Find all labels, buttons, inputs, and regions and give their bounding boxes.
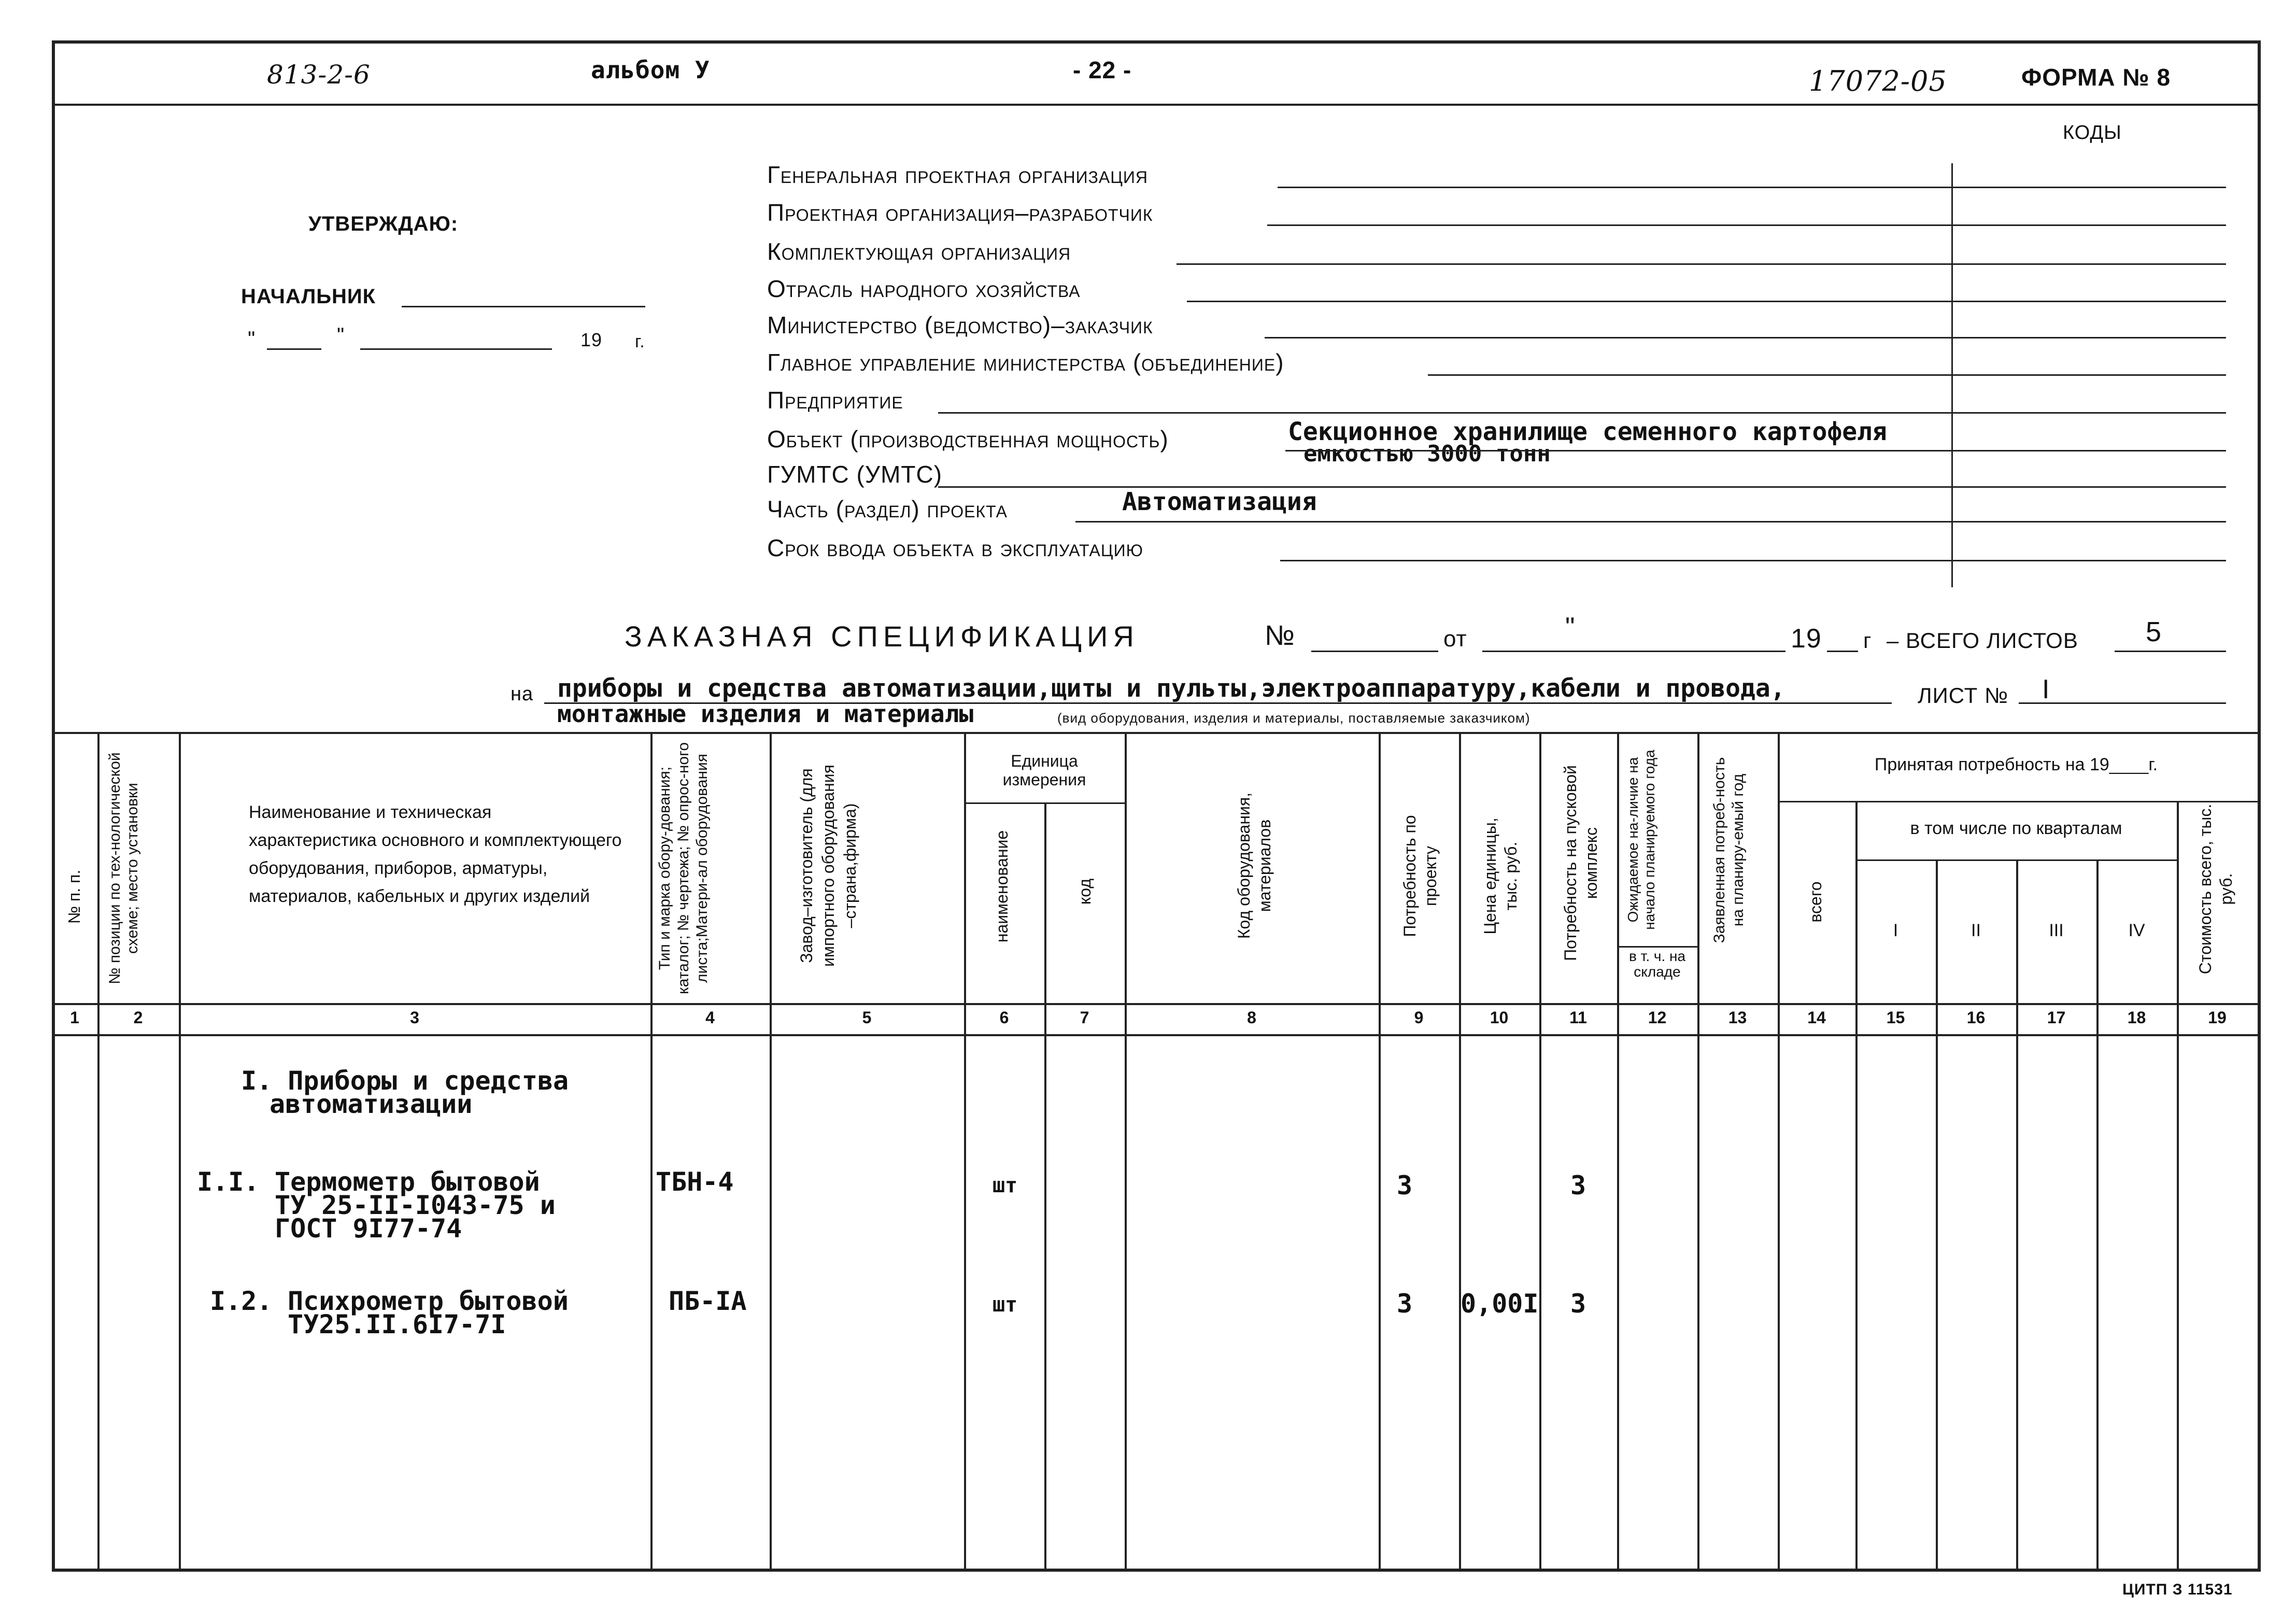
table-top-border (52, 732, 2258, 734)
header-col4: Тип и марка обору-дования; каталог; № чертежа; № опрос-ного листа;Матери-ал оборудования (656, 742, 711, 995)
colnum-bottom-border (52, 1034, 2258, 1036)
spec-date-quote: " (1565, 612, 1576, 642)
part-value: Автоматизация (1122, 487, 1317, 516)
approve-year: 19 (580, 329, 603, 350)
row1-qty: 3 (1397, 1170, 1413, 1201)
spec-total-label: – ВСЕГО ЛИСТОВ (1887, 628, 2078, 653)
column-number-11: 11 (1569, 1008, 1587, 1027)
org-general-line (1278, 187, 2226, 188)
date-month-line (360, 348, 552, 350)
org-supplier-line (1177, 263, 2226, 265)
stock-subheader-line (1617, 946, 1697, 948)
row1-start-complex: 3 (1570, 1170, 1586, 1201)
page-number: - 22 - (1073, 57, 1132, 83)
col-line-16 (2016, 859, 2018, 1569)
column-number-12: 12 (1648, 1008, 1667, 1027)
header-col3: Наименование и техническая характеристика основного и комплектующего оборудования, приборов, арматуры, материалов, кабельных и других изделий (249, 802, 622, 906)
object-value-line2: емкостью 3000 тонн (1303, 441, 1551, 467)
col-line-10 (1539, 732, 1541, 1569)
org-ministry-label: Министерство (ведомство)–заказчик (767, 312, 1153, 338)
gumts-label: ГУМТС (УМТС) (767, 461, 943, 488)
part-label: Часть (раздел) проекта (767, 496, 1008, 523)
col-line-14 (1855, 801, 1858, 1569)
col-line-1 (97, 732, 100, 1569)
header-bottom-border (52, 1003, 2258, 1005)
row1-unit: шт (993, 1174, 1018, 1197)
spec-no-line (1311, 651, 1438, 652)
object-line (1285, 450, 2226, 451)
date-day-line (267, 348, 321, 350)
header-unit: Единица измерения (1002, 752, 1086, 789)
header-col10: Цена единицы, тыс. руб. (1481, 817, 1520, 935)
column-number-7: 7 (1080, 1008, 1089, 1027)
org-ministry-line (1265, 337, 2226, 338)
org-industry-line (1187, 301, 2226, 302)
column-number-4: 4 (705, 1008, 715, 1027)
part-line (1075, 521, 2226, 523)
col-line-15 (1936, 859, 1938, 1569)
date-quote-close: " (337, 324, 345, 347)
approve-year-suffix: г. (635, 332, 645, 351)
org-main-dept-label: Главное управление министерства (объединение) (767, 349, 1284, 376)
spec-no-label: № (1265, 620, 1295, 651)
header-col12-stock: в т. ч. на складе (1628, 948, 1686, 980)
org-developer-label: Проектная организация–разработчик (767, 199, 1153, 226)
header-col17: III (2049, 921, 2064, 940)
col-line-4 (770, 732, 772, 1569)
row2-unit: шт (993, 1293, 1018, 1317)
org-main-dept-line (1428, 374, 2226, 376)
spec-total-line (2115, 651, 2226, 652)
spec-year: 19 (1791, 624, 1822, 654)
column-number-19: 19 (2208, 1008, 2227, 1027)
spec-g: г (1863, 628, 1872, 653)
header-col8: Код оборудования, материалов (1235, 792, 1274, 939)
column-number-16: 16 (1966, 1008, 1986, 1027)
header-col14: всего (1806, 881, 1825, 923)
row1-name-line3: ГОСТ 9I77-74 (275, 1213, 462, 1244)
column-number-3: 3 (410, 1008, 419, 1027)
col-line-7 (1125, 732, 1127, 1569)
chief-signature-line (402, 306, 645, 307)
org-enterprise-line (938, 412, 2226, 414)
col-line-17 (2096, 859, 2099, 1569)
spec-date-line (1482, 651, 1785, 652)
deadline-line (1280, 560, 2226, 561)
document-number: 17072-05 (1809, 65, 1947, 97)
header-col2: № позиции по тех-нологической схеме; место установки (106, 752, 141, 984)
spec-from-label: от (1443, 626, 1467, 652)
header-col15: I (1893, 921, 1898, 940)
col-line-18 (2177, 801, 2179, 1569)
row2-type: ПБ-IА (669, 1286, 747, 1316)
object-value-line1: Секционное хранилище семенного картофеля (1288, 417, 1887, 446)
album-label: альбом У (591, 56, 710, 84)
spec-items-note: (вид оборудования, изделия и материалы, поставляемые заказчиком) (1057, 710, 1530, 726)
sheet-line (2019, 702, 2226, 704)
col-line-3 (650, 732, 653, 1569)
header-col9: Потребность по проекту (1400, 815, 1440, 937)
spec-items-line1: приборы и средства автоматизации,щиты и пульты,электроаппаратуру,кабели и провода, (557, 674, 1785, 703)
column-number-13: 13 (1728, 1008, 1747, 1027)
codes-label: КОДЫ (2063, 122, 2122, 144)
col-line-12 (1697, 732, 1699, 1569)
col-line-11 (1617, 732, 1619, 1569)
row2-number: I.2. (210, 1286, 273, 1316)
row1-number: I.I. (197, 1167, 260, 1197)
column-number-8: 8 (1247, 1008, 1256, 1027)
header-col7: код (1075, 878, 1094, 905)
header-col6: наименование (993, 830, 1011, 943)
column-number-6: 6 (999, 1008, 1009, 1027)
column-number-10: 10 (1490, 1008, 1509, 1027)
header-accepted: Принятая потребность на 19____г. (1874, 755, 2158, 774)
column-number-1: 1 (70, 1008, 79, 1027)
section-title-line2: автоматизации (270, 1089, 473, 1119)
sheet-value: I (2042, 674, 2050, 704)
column-number-5: 5 (862, 1008, 872, 1027)
org-enterprise-label: Предприятие (767, 387, 903, 414)
spec-title: ЗАКАЗНАЯ СПЕЦИФИКАЦИЯ (625, 620, 1139, 653)
form-number: ФОРМА № 8 (2021, 64, 2171, 91)
top-strip-divider (52, 104, 2258, 106)
object-label: Объект (производственная мощность) (767, 426, 1169, 453)
col-line-8 (1379, 732, 1381, 1569)
row2-name-line2: ТУ25.II.6I7-7I (288, 1309, 506, 1339)
header-col16: II (1971, 921, 1981, 940)
header-quarters: в том числе по кварталам (1910, 818, 2122, 838)
header-col1: № п. п. (65, 869, 83, 924)
unit-subheader-line (964, 802, 1125, 804)
col-line-2 (179, 732, 181, 1569)
accepted-subheader-line (1778, 801, 2258, 802)
codes-separator (1951, 163, 1953, 587)
org-general-label: Генеральная проектная организация (767, 161, 1149, 188)
column-number-2: 2 (133, 1008, 143, 1027)
header-col19: Стоимость всего, тыс. руб. (2196, 803, 2235, 975)
org-supplier-label: Комплектующая организация (767, 238, 1071, 265)
row2-start-complex: 3 (1570, 1289, 1586, 1319)
header-col12: Ожидаемое на-личие на начало планируемого года (1625, 750, 1657, 930)
date-quote-open: " (248, 328, 256, 350)
deadline-label: Срок ввода объекта в эксплуатацию (767, 534, 1143, 561)
row1-name-line2: ТУ 25-II-I043-75 и (275, 1190, 556, 1220)
spec-items-line2: монтажные изделия и материалы (557, 700, 974, 728)
col-line-9 (1459, 732, 1461, 1569)
footer-code: ЦИТП З 11531 (2122, 1581, 2233, 1598)
chief-label: НАЧАЛЬНИК (241, 285, 376, 308)
column-number-9: 9 (1414, 1008, 1424, 1027)
col-line-6 (1044, 802, 1046, 1569)
header-col11: Потребность на пусковой комплекс (1561, 765, 1600, 961)
section-title-line1: I. Приборы и средства (241, 1066, 569, 1096)
header-col5: Завод–изготовитель (для импортного оборудования –страна,фирма) (797, 765, 859, 967)
header-col13: Заявленная потреб-ность на планиру-емый год (1711, 757, 1747, 943)
column-number-17: 17 (2047, 1008, 2066, 1027)
org-developer-line (1267, 224, 2226, 226)
approve-title: УТВЕРЖДАЮ: (308, 213, 459, 235)
column-number-14: 14 (1807, 1008, 1826, 1027)
header-col18: IV (2128, 921, 2145, 940)
sheet-label: ЛИСТ № (1918, 683, 2009, 708)
row2-price: 0,00I (1461, 1289, 1539, 1319)
row2-name-line1: Психрометр бытовой (288, 1286, 569, 1316)
spec-total-value: 5 (2146, 616, 2162, 647)
col-line-13 (1778, 732, 1780, 1569)
row1-type: ТБН-4 (656, 1167, 734, 1197)
quarters-subheader-line (1855, 859, 2177, 861)
org-industry-label: Отрасль народного хозяйства (767, 275, 1081, 302)
col-line-5 (964, 732, 966, 1569)
project-code: 813-2-6 (267, 60, 371, 90)
row1-name-line1: Термометр бытовой (275, 1167, 540, 1197)
column-number-15: 15 (1886, 1008, 1905, 1027)
column-number-18: 18 (2127, 1008, 2146, 1027)
spec-na-label: на (511, 683, 534, 705)
spec-year-line (1827, 651, 1858, 652)
row2-qty: 3 (1397, 1289, 1413, 1319)
